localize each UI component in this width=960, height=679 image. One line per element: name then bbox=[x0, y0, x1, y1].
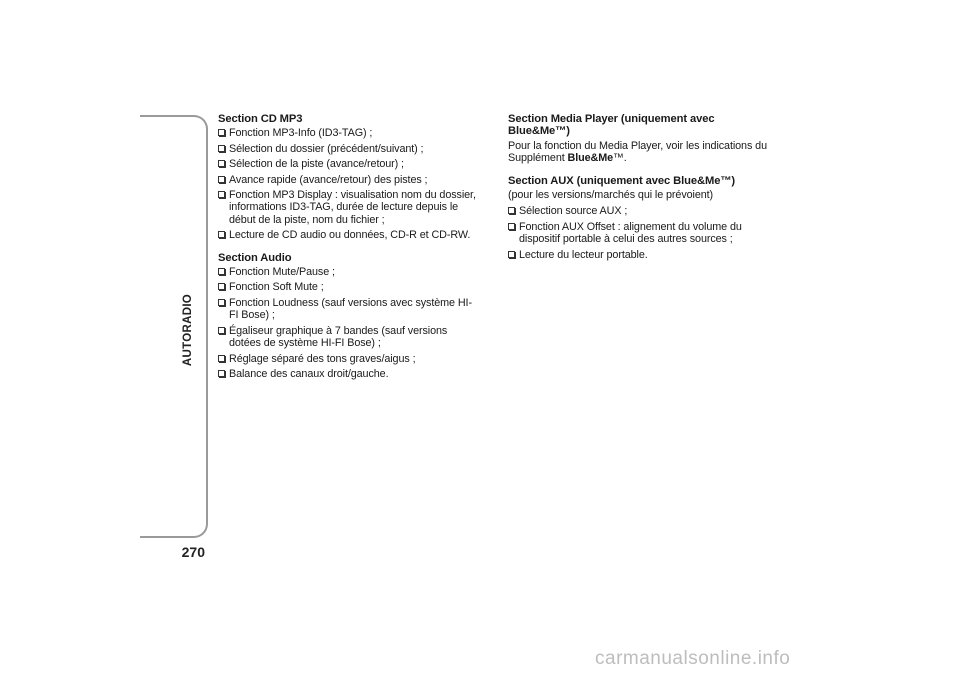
section-audio bbox=[218, 252, 480, 381]
section-aux bbox=[508, 175, 776, 261]
checkbox-bullet-icon bbox=[218, 268, 225, 275]
list-item: Fonction MP3 Display : visualisation nom du dossier, informations ID3-TAG, durée de lecture depuis le début de la piste, nom du fichier ; bbox=[218, 189, 480, 226]
checkbox-bullet-icon bbox=[218, 176, 225, 183]
section-media-player bbox=[508, 113, 776, 165]
checkbox-bullet-icon bbox=[218, 327, 225, 334]
list-item: Sélection du dossier (précédent/suivant) ; bbox=[218, 143, 480, 155]
section-title: Section Audio bbox=[218, 251, 292, 264]
list-item: Balance des canaux droit/gauche. bbox=[218, 368, 480, 380]
checkbox-bullet-icon bbox=[218, 231, 225, 238]
checkbox-bullet-icon bbox=[218, 299, 225, 306]
feature-list bbox=[218, 127, 480, 241]
section-title: Section CD MP3 bbox=[218, 113, 303, 125]
checkbox-bullet-icon bbox=[218, 370, 225, 377]
blue-me-brand: Blue&Me bbox=[567, 152, 614, 165]
right-column bbox=[508, 113, 776, 271]
section-title: Section Media Player (uniquement avec Blue&Me™) bbox=[508, 113, 715, 138]
media-player-text: Pour la fonction du Media Player, voir les indications du Supplément Blue&Me™. bbox=[508, 139, 767, 165]
section-cd-mp3 bbox=[218, 113, 480, 242]
checkbox-bullet-icon bbox=[218, 145, 225, 152]
checkbox-bullet-icon bbox=[218, 160, 225, 167]
feature-list bbox=[218, 266, 480, 380]
checkbox-bullet-icon bbox=[508, 251, 515, 258]
list-item: Fonction AUX Offset : alignement du volume du dispositif portable à celui des autres sources ; bbox=[508, 221, 776, 246]
left-column bbox=[218, 113, 480, 390]
checkbox-bullet-icon bbox=[218, 191, 225, 198]
feature-list bbox=[508, 205, 776, 261]
list-item: Lecture du lecteur portable. bbox=[508, 249, 776, 261]
checkbox-bullet-icon bbox=[508, 207, 515, 214]
page-number: 270 bbox=[181, 544, 205, 560]
checkbox-bullet-icon bbox=[508, 223, 515, 230]
list-item: Fonction Soft Mute ; bbox=[218, 281, 480, 293]
list-item: Lecture de CD audio ou données, CD-R et CD-RW. bbox=[218, 229, 480, 241]
list-item: Fonction MP3-Info (ID3-TAG) ; bbox=[218, 127, 480, 139]
checkbox-bullet-icon bbox=[218, 283, 225, 290]
list-item: Fonction Loudness (sauf versions avec système HI-FI Bose) ; bbox=[218, 297, 480, 322]
chapter-tab bbox=[140, 115, 208, 538]
list-item: Fonction Mute/Pause ; bbox=[218, 266, 480, 278]
checkbox-bullet-icon bbox=[218, 355, 225, 362]
list-item: Sélection source AUX ; bbox=[508, 205, 776, 217]
checkbox-bullet-icon bbox=[218, 129, 225, 136]
section-title: Section AUX (uniquement avec Blue&Me™) bbox=[508, 174, 736, 187]
list-item: Avance rapide (avance/retour) des pistes ; bbox=[218, 174, 480, 186]
section-subtitle: (pour les versions/marchés qui le prévoient) bbox=[508, 189, 714, 202]
list-item: Sélection de la piste (avance/retour) ; bbox=[218, 158, 480, 170]
watermark: carmanualsonline.info bbox=[595, 648, 791, 669]
list-item: Réglage séparé des tons graves/aigus ; bbox=[218, 353, 480, 365]
list-item: Égaliseur graphique à 7 bandes (sauf versions dotées de système HI-FI Bose) ; bbox=[218, 325, 480, 350]
